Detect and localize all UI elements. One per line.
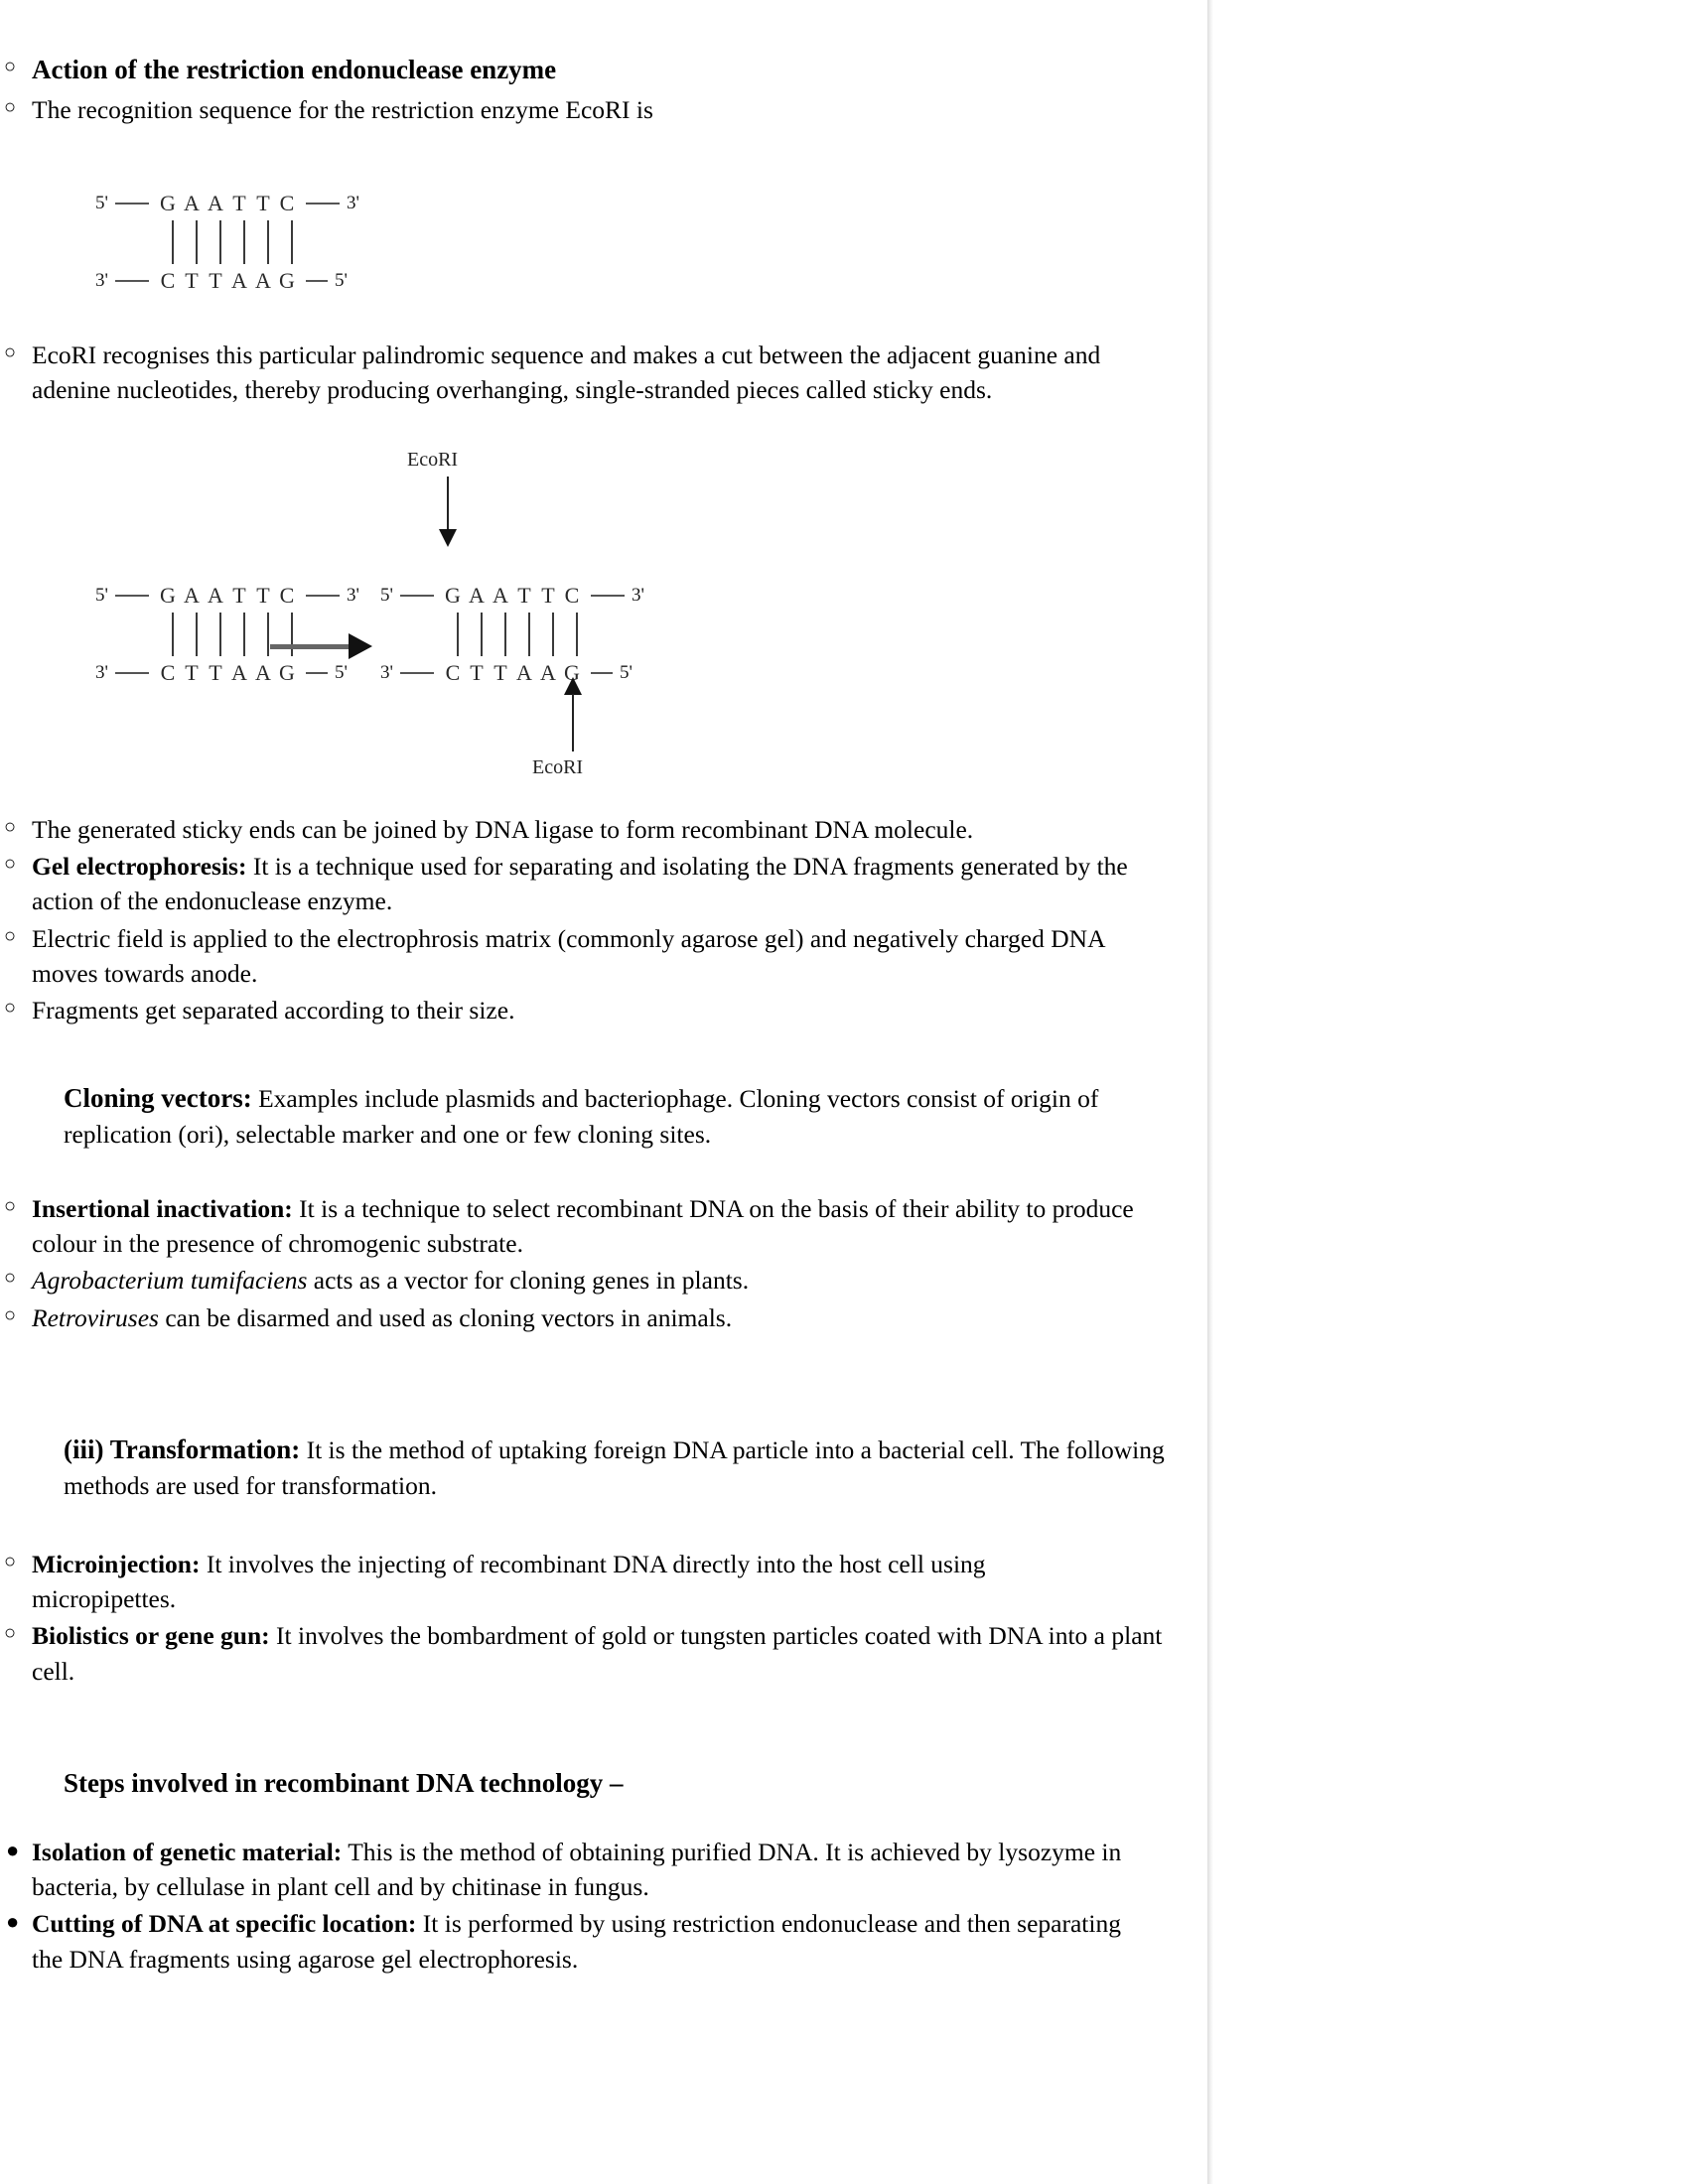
strand-dash-left bbox=[400, 595, 434, 597]
ecori-label-bottom: EcoRI bbox=[532, 756, 584, 778]
list-item-text: It is a technique to select recombinant DNA on the basis of their ability to produce colour in the presence of chromogenic substrate. bbox=[32, 1194, 1134, 1259]
bond-line bbox=[232, 220, 256, 264]
diagram-ecori-cutting-action bbox=[0, 449, 1207, 794]
dna-top-strand-row bbox=[95, 581, 359, 611]
dna-top-strand-row bbox=[380, 581, 644, 611]
strand-dash-right bbox=[306, 672, 328, 674]
ecori-recognises-text: EcoRI recognises this particular palindromic sequence and makes a cut between the adjacent guanine and adenine nucleotides, thereby producing overhanging, single-stranded pieces called sticky ends. bbox=[32, 341, 1101, 405]
bond-line bbox=[185, 613, 209, 656]
top-strand-bases bbox=[441, 583, 584, 609]
hollow-bullet-icon: ○ bbox=[4, 1195, 17, 1217]
base: A bbox=[207, 191, 223, 215]
bond-line bbox=[470, 613, 493, 656]
ecori-bullet-list bbox=[0, 338, 1207, 407]
base: T bbox=[470, 660, 484, 685]
hollow-bullet-icon: ○ bbox=[4, 924, 17, 947]
bond-line bbox=[209, 613, 232, 656]
arrow-shaft bbox=[270, 644, 350, 649]
base: A bbox=[254, 268, 271, 293]
page-edge-shadow bbox=[1207, 0, 1213, 2184]
cloning-vectors-term: Cloning vectors: bbox=[64, 1083, 252, 1113]
base: G bbox=[159, 583, 176, 608]
bond-line bbox=[280, 220, 304, 264]
list-item bbox=[0, 1547, 1207, 1616]
bond-line bbox=[493, 613, 517, 656]
bond-line bbox=[565, 613, 589, 656]
base: T bbox=[232, 583, 246, 608]
action-heading-label: Action of the restriction endonuclease enzyme bbox=[32, 55, 557, 84]
list-item bbox=[0, 1191, 1207, 1261]
base: T bbox=[256, 191, 270, 215]
base: T bbox=[185, 660, 199, 685]
dna-top-strand-row bbox=[95, 189, 1303, 218]
bond-line bbox=[161, 220, 185, 264]
hollow-bullet-icon: ○ bbox=[4, 853, 17, 876]
list-item-species-name: Agrobacterium tumifaciens bbox=[32, 1266, 308, 1296]
filled-bullet-icon: ● bbox=[6, 1909, 20, 1935]
bond-line bbox=[517, 613, 541, 656]
steps-bullet-section bbox=[0, 1835, 1207, 1979]
dna-duplex-after-cut bbox=[380, 581, 644, 688]
base: A bbox=[183, 191, 200, 215]
base: C bbox=[445, 660, 461, 685]
list-item bbox=[0, 921, 1207, 991]
three-prime-label-bottom: 3' bbox=[95, 662, 108, 683]
bond-line bbox=[161, 613, 185, 656]
transformation-bullet-list bbox=[0, 1547, 1207, 1689]
base: T bbox=[232, 191, 246, 215]
hollow-bullet-icon: ○ bbox=[4, 341, 17, 363]
list-item-text: The generated sticky ends can be joined by DNA ligase to form recombinant DNA molecule. bbox=[32, 815, 974, 844]
strand-dash-right bbox=[306, 203, 340, 205]
list-item-term: Gel electrophoresis: bbox=[32, 852, 247, 882]
bond-line bbox=[256, 220, 280, 264]
base: G bbox=[563, 660, 580, 685]
strand-dash-left bbox=[400, 672, 434, 674]
list-item bbox=[0, 1263, 1207, 1297]
cloning-bullet-section bbox=[0, 1191, 1207, 1337]
five-prime-label-top: 5' bbox=[95, 193, 108, 213]
section-cloning-vectors bbox=[64, 1080, 1176, 1152]
hollow-bullet-icon: ○ bbox=[4, 1267, 17, 1290]
base: T bbox=[185, 268, 199, 293]
list-item-term: Cutting of DNA at specific location: bbox=[32, 1909, 417, 1939]
page-section-title: Steps involved in recombinant DNA technology – bbox=[64, 1768, 624, 1798]
base: A bbox=[468, 583, 485, 608]
list-item-text: It involves the bombardment of gold or tungsten particles coated with DNA into a plant cell. bbox=[32, 1621, 1163, 1686]
list-item-text: Electric field is applied to the electrophrosis matrix (commonly agarose gel) and negatively charged DNA moves towards anode. bbox=[32, 923, 1105, 988]
bond-line bbox=[541, 613, 565, 656]
base: G bbox=[278, 268, 295, 293]
base: A bbox=[492, 583, 508, 608]
section-transformation bbox=[64, 1432, 1176, 1503]
list-item bbox=[0, 812, 1207, 847]
list-item bbox=[0, 1906, 1207, 1976]
base: C bbox=[279, 191, 295, 215]
three-prime-label-top: 3' bbox=[346, 585, 359, 606]
three-prime-label-bottom: 3' bbox=[95, 270, 108, 291]
arrow-shaft bbox=[447, 477, 449, 530]
list-item bbox=[0, 338, 1207, 407]
bond-group bbox=[161, 220, 1303, 264]
top-strand-bases bbox=[156, 191, 299, 216]
list-item-term: Biolistics or gene gun: bbox=[32, 1621, 270, 1651]
list-item-text: This is the method of obtaining purified DNA. It is achieved by lysozyme in bacteria, by cellulase in plant cell and by chitinase in fungus. bbox=[32, 1838, 1122, 1902]
hydrogen-bonds-row bbox=[161, 220, 1303, 264]
strand-dash-left bbox=[115, 280, 149, 282]
section-gel-electrophoresis bbox=[0, 812, 1207, 1029]
transformation-paragraph bbox=[64, 1432, 1176, 1503]
hollow-bullet-icon: ○ bbox=[4, 996, 17, 1019]
hollow-bullet-icon: ○ bbox=[4, 816, 17, 838]
list-item-term: Microinjection: bbox=[32, 1550, 201, 1578]
arrow-head bbox=[439, 529, 457, 547]
list-item-term: Insertional inactivation: bbox=[32, 1194, 293, 1223]
bullet-ecori-recognises bbox=[0, 338, 1207, 409]
dna-bottom-strand-row bbox=[95, 658, 359, 688]
list-item-text: acts as a vector for cloning genes in plants. bbox=[307, 1266, 750, 1296]
base: T bbox=[541, 583, 555, 608]
filled-bullet-icon: ● bbox=[6, 1838, 20, 1862]
steps-heading-block bbox=[64, 1765, 1176, 1801]
base: G bbox=[278, 660, 295, 685]
list-item-species-name: Retroviruses bbox=[32, 1302, 159, 1332]
base: A bbox=[207, 583, 223, 608]
transformation-term: (iii) Transformation: bbox=[64, 1434, 301, 1464]
cloning-bullet-list bbox=[0, 1191, 1207, 1335]
five-prime-label-bottom: 5' bbox=[334, 270, 348, 291]
strand-dash-right bbox=[591, 672, 613, 674]
section-action-endonuclease bbox=[0, 52, 1207, 129]
strand-dash-right bbox=[306, 280, 328, 282]
steps-bullet-list bbox=[0, 1835, 1207, 1977]
ecori-label-top: EcoRI bbox=[407, 449, 459, 471]
base: C bbox=[279, 583, 295, 608]
five-prime-label-bottom: 5' bbox=[334, 662, 348, 683]
strand-dash-right bbox=[591, 595, 625, 597]
transformation-arrow-icon bbox=[270, 633, 372, 659]
base: C bbox=[160, 268, 176, 293]
bottom-strand-bases bbox=[441, 660, 584, 686]
five-prime-label-bottom: 5' bbox=[619, 662, 633, 683]
strand-dash-left bbox=[115, 203, 149, 205]
base: G bbox=[444, 583, 461, 608]
cloning-vectors-paragraph bbox=[64, 1080, 1176, 1152]
dna-bottom-strand-row bbox=[380, 658, 644, 688]
strand-dash-left bbox=[115, 672, 149, 674]
hollow-bullet-icon: ○ bbox=[4, 1303, 17, 1326]
arrow-head bbox=[564, 677, 582, 695]
strand-dash-right bbox=[306, 595, 340, 597]
base: A bbox=[183, 583, 200, 608]
strand-dash-left bbox=[115, 595, 149, 597]
hollow-bullet-icon: ○ bbox=[4, 56, 17, 77]
electrophoresis-bullet-list bbox=[0, 812, 1207, 1027]
ecori-cut-arrow-up-icon bbox=[564, 677, 582, 751]
bond-group bbox=[446, 613, 644, 656]
five-prime-label-top: 5' bbox=[95, 585, 108, 606]
list-item-text: can be disarmed and used as cloning vectors in animals. bbox=[158, 1302, 733, 1332]
cloning-vectors-text: Examples include plasmids and bacteriophage. Cloning vectors consist of origin of replication (ori), selectable marker and one or few cloning sites. bbox=[64, 1084, 1099, 1150]
list-item-text: It is performed by using restriction endonuclease and then separating the DNA fragments using agarose gel electrophoresis. bbox=[32, 1909, 1121, 1974]
base: G bbox=[159, 191, 176, 215]
list-item-text: It is a technique used for separating and isolating the DNA fragments generated by the action of the endonuclease enzyme. bbox=[32, 852, 1128, 916]
bond-line bbox=[185, 220, 209, 264]
hollow-bullet-icon: ○ bbox=[4, 1551, 17, 1572]
diagram-ecori-recognition-sequence bbox=[95, 189, 1303, 296]
arrow-shaft bbox=[572, 694, 574, 751]
base: A bbox=[539, 660, 556, 685]
dna-bottom-strand-row bbox=[95, 266, 1303, 296]
bond-line bbox=[446, 613, 470, 656]
bottom-strand-bases bbox=[156, 660, 299, 686]
base: T bbox=[209, 660, 222, 685]
arrow-head bbox=[349, 633, 372, 659]
list-item bbox=[0, 92, 1207, 127]
action-bullet-list bbox=[0, 52, 1207, 88]
list-item bbox=[0, 52, 1207, 88]
transformation-bullet-section bbox=[0, 1547, 1207, 1691]
list-item-term: Isolation of genetic material: bbox=[32, 1838, 343, 1866]
three-prime-label-top: 3' bbox=[346, 193, 359, 213]
ecori-cut-arrow-down-icon bbox=[439, 477, 457, 547]
bottom-strand-bases bbox=[156, 268, 299, 294]
recognition-sequence-label: The recognition sequence for the restriction enzyme EcoRI is bbox=[32, 95, 653, 125]
action-sub-bullet-list bbox=[0, 92, 1207, 127]
base: A bbox=[254, 660, 271, 685]
hollow-bullet-icon: ○ bbox=[4, 96, 17, 119]
base: T bbox=[256, 583, 270, 608]
hollow-bullet-icon: ○ bbox=[4, 1622, 17, 1645]
base: T bbox=[517, 583, 531, 608]
list-item-text: Fragments get separated according to their size. bbox=[32, 995, 515, 1024]
base: T bbox=[493, 660, 507, 685]
bond-line bbox=[209, 220, 232, 264]
list-item-text: It involves the injecting of recombinant DNA directly into the host cell using micropipettes. bbox=[32, 1550, 986, 1614]
base: A bbox=[230, 268, 247, 293]
hydrogen-bonds-row bbox=[446, 613, 644, 656]
base: A bbox=[230, 660, 247, 685]
top-strand-bases bbox=[156, 583, 299, 609]
base: T bbox=[209, 268, 222, 293]
list-item bbox=[0, 1300, 1207, 1335]
list-item bbox=[0, 1618, 1207, 1688]
list-item bbox=[0, 1835, 1207, 1904]
transformation-text: It is the method of uptaking foreign DNA particle into a bacterial cell. The following methods are used for transformation. bbox=[64, 1435, 1165, 1501]
base: A bbox=[515, 660, 532, 685]
base: C bbox=[564, 583, 580, 608]
list-item bbox=[0, 849, 1207, 918]
five-prime-label-top: 5' bbox=[380, 585, 393, 606]
list-item bbox=[0, 993, 1207, 1027]
bond-line bbox=[232, 613, 256, 656]
three-prime-label-top: 3' bbox=[631, 585, 644, 606]
base: C bbox=[160, 660, 176, 685]
three-prime-label-bottom: 3' bbox=[380, 662, 393, 683]
